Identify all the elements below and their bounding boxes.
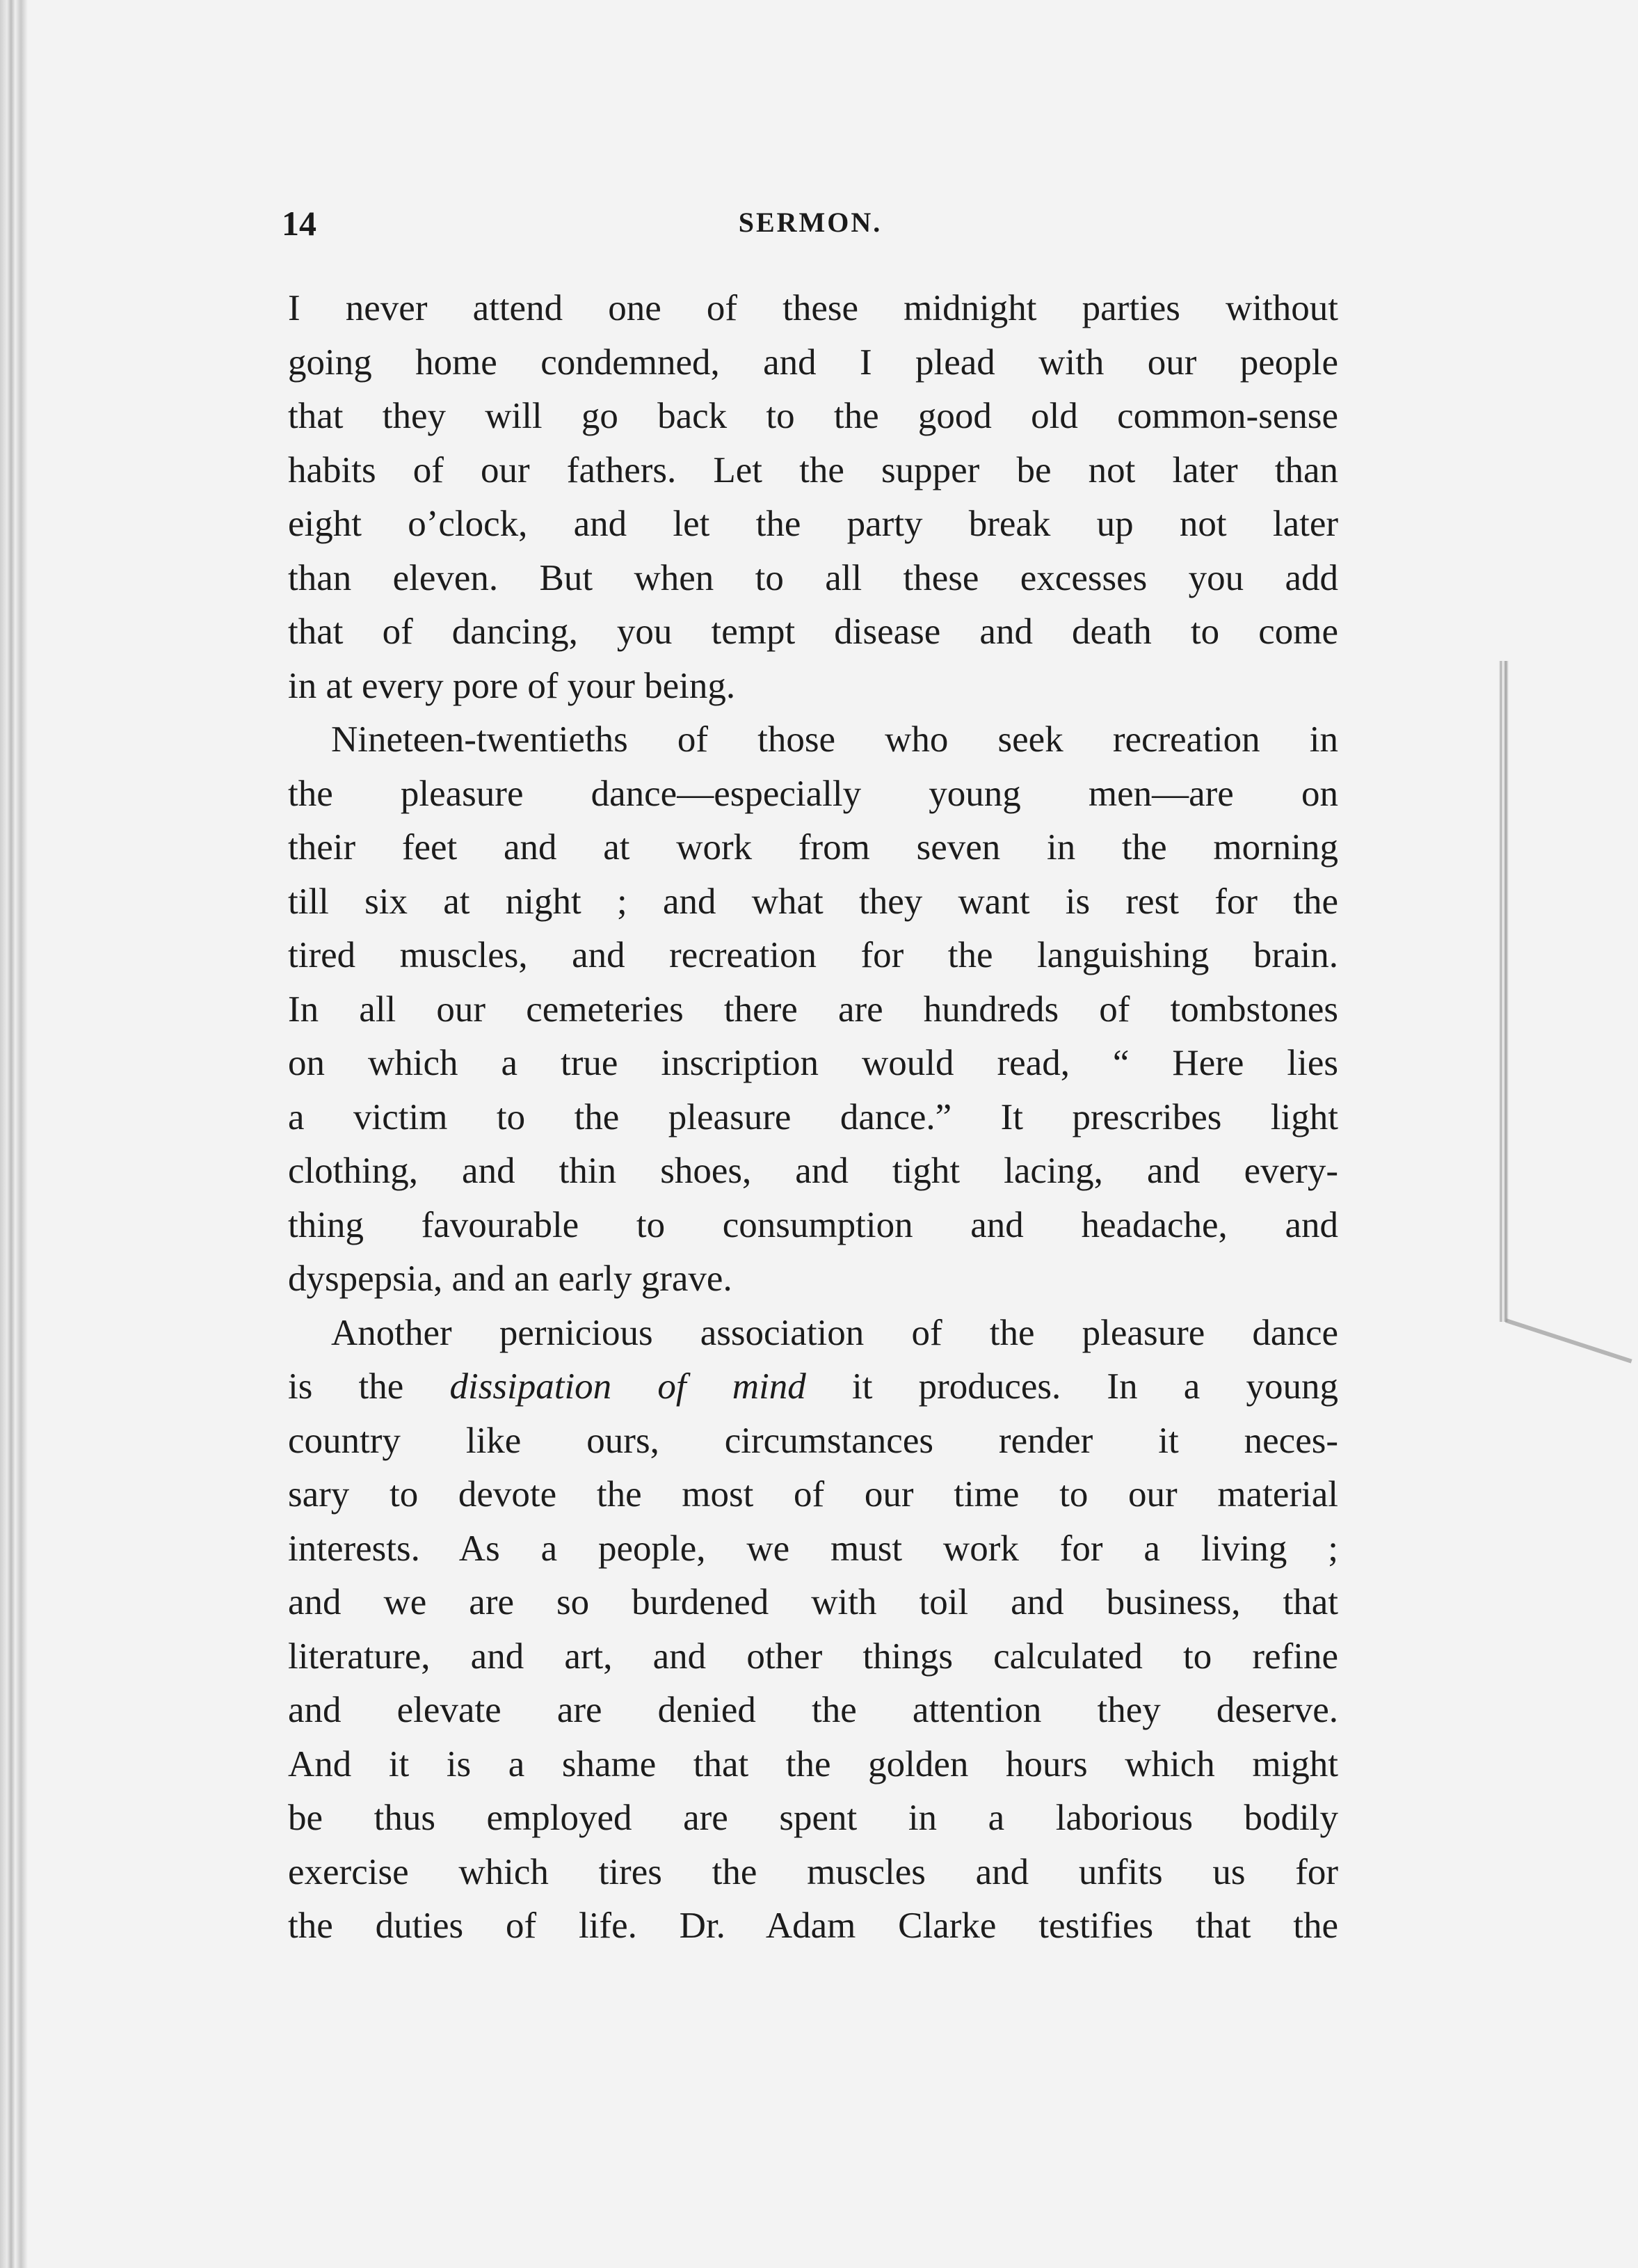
page-heading: SERMON. — [738, 207, 883, 238]
italic-phrase: dissipation of mind — [449, 1366, 806, 1407]
text-line: their feet and at work from seven in the morning — [288, 827, 1338, 868]
text-line: country like ours, circumstances render it neces- — [288, 1420, 1338, 1461]
text-line: going home condemned, and I plead with our people — [288, 342, 1338, 383]
text-line: tired muscles, and recreation for the languishing brain. — [288, 935, 1338, 975]
text-line: that of dancing, you tempt disease and death to come — [288, 612, 1338, 652]
text-line: in at every pore of your being. — [288, 665, 736, 706]
text-line: habits of our fathers. Let the supper be not later than — [288, 449, 1338, 490]
text-line: be thus employed are spent in a laborious bodily — [288, 1798, 1338, 1838]
text-line: thing favourable to consumption and headache, and — [288, 1204, 1338, 1245]
text-fragment: it produces. In a young — [852, 1366, 1338, 1407]
text-line: exercise which tires the muscles and unfits us for — [288, 1851, 1338, 1892]
text-line: that they will go back to the good old common-sense — [288, 396, 1338, 436]
text-line: dyspepsia, and an early grave. — [288, 1259, 732, 1299]
text-line: on which a true inscription would read, “ Here lies — [288, 1043, 1338, 1083]
text-line: than eleven. But when to all these excesses you add — [288, 557, 1338, 598]
text-line: and we are so burdened with toil and business, that — [288, 1582, 1338, 1622]
text-line: eight o’clock, and let the party break up not later — [288, 504, 1338, 544]
text-line: till six at night ; and what they want is rest for the — [288, 881, 1338, 922]
text-line: the duties of life. Dr. Adam Clarke testifies that the — [288, 1906, 1338, 1946]
text-line: Another pernicious association of the pleasure dance — [331, 1312, 1338, 1353]
text-line: the pleasure dance—especially young men—are on — [288, 773, 1338, 814]
text-line: and elevate are denied the attention they deserve. — [288, 1690, 1338, 1730]
text-line-with-italic — [288, 1360, 1338, 1414]
text-fragment: is the — [288, 1366, 404, 1407]
text-line: a victim to the pleasure dance.” It prescribes light — [288, 1096, 1338, 1137]
paper-crease-fold — [1505, 1318, 1632, 1363]
running-head — [282, 203, 1339, 245]
text-line: In all our cemeteries there are hundreds of tombstones — [288, 989, 1338, 1030]
page-binding-edge — [0, 0, 28, 2268]
text-line: clothing, and thin shoes, and tight lacing, and every- — [288, 1151, 1338, 1191]
body-text — [288, 282, 1338, 1954]
text-line: literature, and art, and other things calculated to refine — [288, 1636, 1338, 1677]
text-line: And it is a shame that the golden hours which might — [288, 1743, 1338, 1784]
text-line: I never attend one of these midnight parties without — [288, 288, 1338, 328]
text-line: interests. As a people, we must work for a living ; — [288, 1528, 1338, 1569]
text-line: Nineteen-twentieths of those who seek recreation in — [331, 719, 1338, 760]
page-number: 14 — [282, 204, 316, 243]
paper-crease — [1499, 661, 1509, 1322]
text-line: sary to devote the most of our time to our material — [288, 1474, 1338, 1515]
